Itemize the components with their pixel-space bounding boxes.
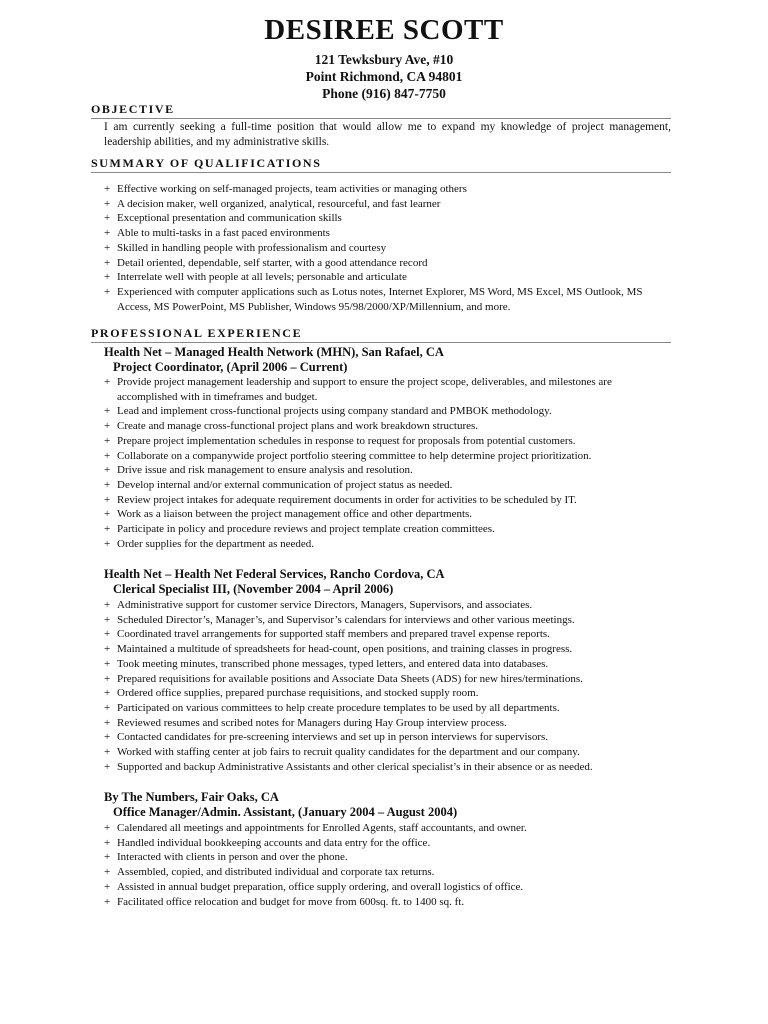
qualification-item-text: A decision maker, well organized, analytical, resourceful, and fast learner [117, 197, 441, 210]
job-1-duties [104, 375, 672, 551]
bullet-plus-icon: + [104, 760, 111, 773]
bullet-plus-icon: + [104, 746, 111, 759]
duty-item-text: Coordinated travel arrangements for supported staff members and prepared travel expense reports. [117, 628, 550, 641]
bullet-plus-icon: + [104, 183, 111, 195]
job-1-employer: Health Net – Managed Health Network (MHN), San Rafael, CA [104, 345, 444, 359]
duty-item-text: Assisted in annual budget preparation, office supply ordering, and overall logistics of office. [117, 880, 524, 893]
duty-item-text: Supported and backup Administrative Assistants and other clerical specialist’s in their absence or as needed. [117, 760, 593, 773]
bullet-plus-icon: + [104, 895, 111, 908]
qualification-item [104, 226, 672, 241]
duty-item-text: Handled individual bookkeeping accounts and data entry for the office. [117, 836, 431, 849]
duty-item-text: Review project intakes for adequate requirement documents in order for activities to be scheduled by IT. [117, 493, 577, 506]
bullet-plus-icon: + [104, 657, 111, 670]
duty-item-text: Assembled, copied, and distributed individual and corporate tax returns. [117, 866, 435, 879]
duty-item [104, 463, 672, 478]
duty-item [104, 598, 672, 613]
duty-item [104, 895, 672, 910]
bullet-plus-icon: + [104, 434, 111, 447]
duty-item-text: Collaborate on a companywide project portfolio steering committee to help determine project prioritization. [117, 449, 592, 462]
bullet-plus-icon: + [104, 376, 111, 388]
objective-text: I am currently seeking a full-time position that would allow me to expand my knowledge of project management, leadership abilities, and my administrative skills. [104, 121, 671, 148]
qualification-item [104, 211, 672, 226]
duty-item [104, 449, 672, 464]
duty-item [104, 627, 672, 642]
duty-item-text: Scheduled Director’s, Manager’s, and Supervisor’s calendars for interviews and other various meetings. [117, 613, 575, 626]
bullet-plus-icon: + [104, 628, 111, 641]
qualification-item-text: Able to multi-tasks in a fast paced environments [117, 227, 330, 240]
bullet-plus-icon: + [104, 271, 111, 284]
bullet-plus-icon: + [104, 613, 111, 626]
bullet-plus-icon: + [104, 731, 111, 744]
duty-item-text: Participated on various committees to help create procedure templates to be used by all departments. [117, 701, 560, 714]
duty-item-text: Provide project management leadership and support to ensure the project scope, deliverables, and milestones are accomplished with in timeframes and budget. [117, 376, 612, 403]
bullet-plus-icon: + [104, 227, 111, 240]
duty-item [104, 493, 672, 508]
duty-item [104, 434, 672, 449]
duty-item [104, 642, 672, 657]
duty-item [104, 672, 672, 687]
objective-heading: OBJECTIVE [91, 102, 671, 119]
duty-item-text: Calendared all meetings and appointments for Enrolled Agents, staff accountants, and owner. [117, 822, 527, 834]
duty-item-text: Worked with staffing center at job fairs to recruit quality candidates for the department and our company. [117, 746, 580, 759]
duty-item [104, 850, 672, 865]
qualification-item [104, 256, 672, 271]
bullet-plus-icon: + [104, 449, 111, 462]
duty-item [104, 701, 672, 716]
qualification-item [104, 182, 672, 197]
qualification-item-text: Experienced with computer applications such as Lotus notes, Internet Explorer, MS Word, MS Excel, MS Outlook, MS Access, MS PowerPoint, MS Publisher, Windows 95/98/2000/XP/Millennium, and more. [117, 285, 643, 313]
job-3-duties [104, 821, 672, 909]
duty-item [104, 657, 672, 672]
duty-item-text: Drive issue and risk management to ensure analysis and resolution. [117, 464, 413, 477]
qualification-item-text: Effective working on self-managed projects, team activities or managing others [117, 183, 467, 195]
bullet-plus-icon: + [104, 866, 111, 879]
duty-item [104, 880, 672, 895]
bullet-plus-icon: + [104, 822, 111, 834]
bullet-plus-icon: + [104, 285, 111, 298]
duty-item [104, 686, 672, 701]
qualification-item [104, 197, 672, 212]
duty-item [104, 537, 672, 552]
duty-item-text: Prepare project implementation schedules in response to request for proposals from potential customers. [117, 434, 576, 447]
qualification-item [104, 270, 672, 285]
bullet-plus-icon: + [104, 599, 111, 611]
duty-item [104, 730, 672, 745]
address-line-2: Point Richmond, CA 94801 [305, 69, 463, 84]
duty-item-text: Reviewed resumes and scribed notes for Managers during Hay Group interview process. [117, 716, 507, 729]
duty-item [104, 522, 672, 537]
duty-item-text: Took meeting minutes, transcribed phone messages, typed letters, and entered data into databases. [117, 657, 549, 670]
bullet-plus-icon: + [104, 241, 111, 254]
experience-heading: PROFESSIONAL EXPERIENCE [91, 326, 671, 343]
job-2-employer: Health Net – Health Net Federal Services, Rancho Cordova, CA [104, 567, 445, 581]
address-line-1: 121 Tewksbury Ave, #10 [314, 52, 454, 67]
duty-item-text: Ordered office supplies, prepared purchase requisitions, and stocked supply room. [117, 687, 479, 700]
qualification-item-text: Interrelate well with people at all levels; personable and articulate [117, 271, 407, 284]
job-3-employer: By The Numbers, Fair Oaks, CA [104, 790, 279, 804]
bullet-plus-icon: + [104, 464, 111, 477]
duty-item [104, 507, 672, 522]
duty-item [104, 404, 672, 419]
summary-list [104, 182, 672, 314]
job-3-title: Office Manager/Admin. Assistant, (January 2004 – August 2004) [113, 805, 458, 819]
duty-item-text: Lead and implement cross-functional projects using company standard and PMBOK methodology. [117, 405, 552, 418]
duty-item [104, 375, 672, 404]
duty-item [104, 836, 672, 851]
candidate-name: DESIREE SCOTT [264, 14, 504, 46]
bullet-plus-icon: + [104, 405, 111, 418]
summary-heading: SUMMARY OF QUALIFICATIONS [91, 156, 671, 173]
duty-item-text: Prepared requisitions for available positions and Associate Data Sheets (ADS) for new hires/terminations. [117, 672, 583, 685]
bullet-plus-icon: + [104, 493, 111, 506]
duty-item-text: Administrative support for customer service Directors, Managers, Supervisors, and associates. [117, 599, 533, 611]
bullet-plus-icon: + [104, 687, 111, 700]
bullet-plus-icon: + [104, 701, 111, 714]
duty-item [104, 478, 672, 493]
duty-item-text: Work as a liaison between the project management office and other departments. [117, 508, 473, 521]
bullet-plus-icon: + [104, 420, 111, 433]
duty-item [104, 419, 672, 434]
qualification-item-text: Exceptional presentation and communication skills [117, 212, 342, 225]
bullet-plus-icon: + [104, 508, 111, 521]
duty-item-text: Contacted candidates for pre-screening interviews and set up in person interviews for supervisors. [117, 731, 549, 744]
duty-item [104, 821, 672, 836]
qualification-item [104, 241, 672, 256]
phone-number: Phone (916) 847-7750 [322, 86, 446, 101]
duty-item-text: Order supplies for the department as needed. [117, 537, 315, 550]
duty-item-text: Participate in policy and procedure reviews and project template creation committees. [117, 523, 495, 536]
bullet-plus-icon: + [104, 716, 111, 729]
bullet-plus-icon: + [104, 197, 111, 210]
qualification-item [104, 285, 672, 314]
bullet-plus-icon: + [104, 851, 111, 864]
qualification-item-text: Skilled in handling people with professionalism and courtesy [117, 241, 387, 254]
bullet-plus-icon: + [104, 880, 111, 893]
job-2-title: Clerical Specialist III, (November 2004 – April 2006) [113, 582, 394, 596]
bullet-plus-icon: + [104, 643, 111, 656]
bullet-plus-icon: + [104, 672, 111, 685]
duty-item [104, 716, 672, 731]
duty-item-text: Create and manage cross-functional project plans and work breakdown structures. [117, 420, 479, 433]
duty-item-text: Interacted with clients in person and over the phone. [117, 851, 348, 864]
bullet-plus-icon: + [104, 212, 111, 225]
duty-item [104, 745, 672, 760]
duty-item-text: Facilitated office relocation and budget for move from 600sq. ft. to 1400 sq. ft. [117, 895, 465, 908]
bullet-plus-icon: + [104, 523, 111, 536]
bullet-plus-icon: + [104, 478, 111, 491]
bullet-plus-icon: + [104, 836, 111, 849]
job-1-title: Project Coordinator, (April 2006 – Current) [113, 360, 348, 374]
duty-item [104, 865, 672, 880]
duty-item-text: Develop internal and/or external communication of project status as needed. [117, 478, 453, 491]
qualification-item-text: Detail oriented, dependable, self starter, with a good attendance record [117, 256, 428, 269]
duty-item [104, 760, 672, 775]
job-2-duties [104, 598, 672, 774]
bullet-plus-icon: + [104, 537, 111, 550]
duty-item-text: Maintained a multitude of spreadsheets for head-count, open positions, and training classes in progress. [117, 643, 573, 656]
bullet-plus-icon: + [104, 256, 111, 269]
duty-item [104, 613, 672, 628]
